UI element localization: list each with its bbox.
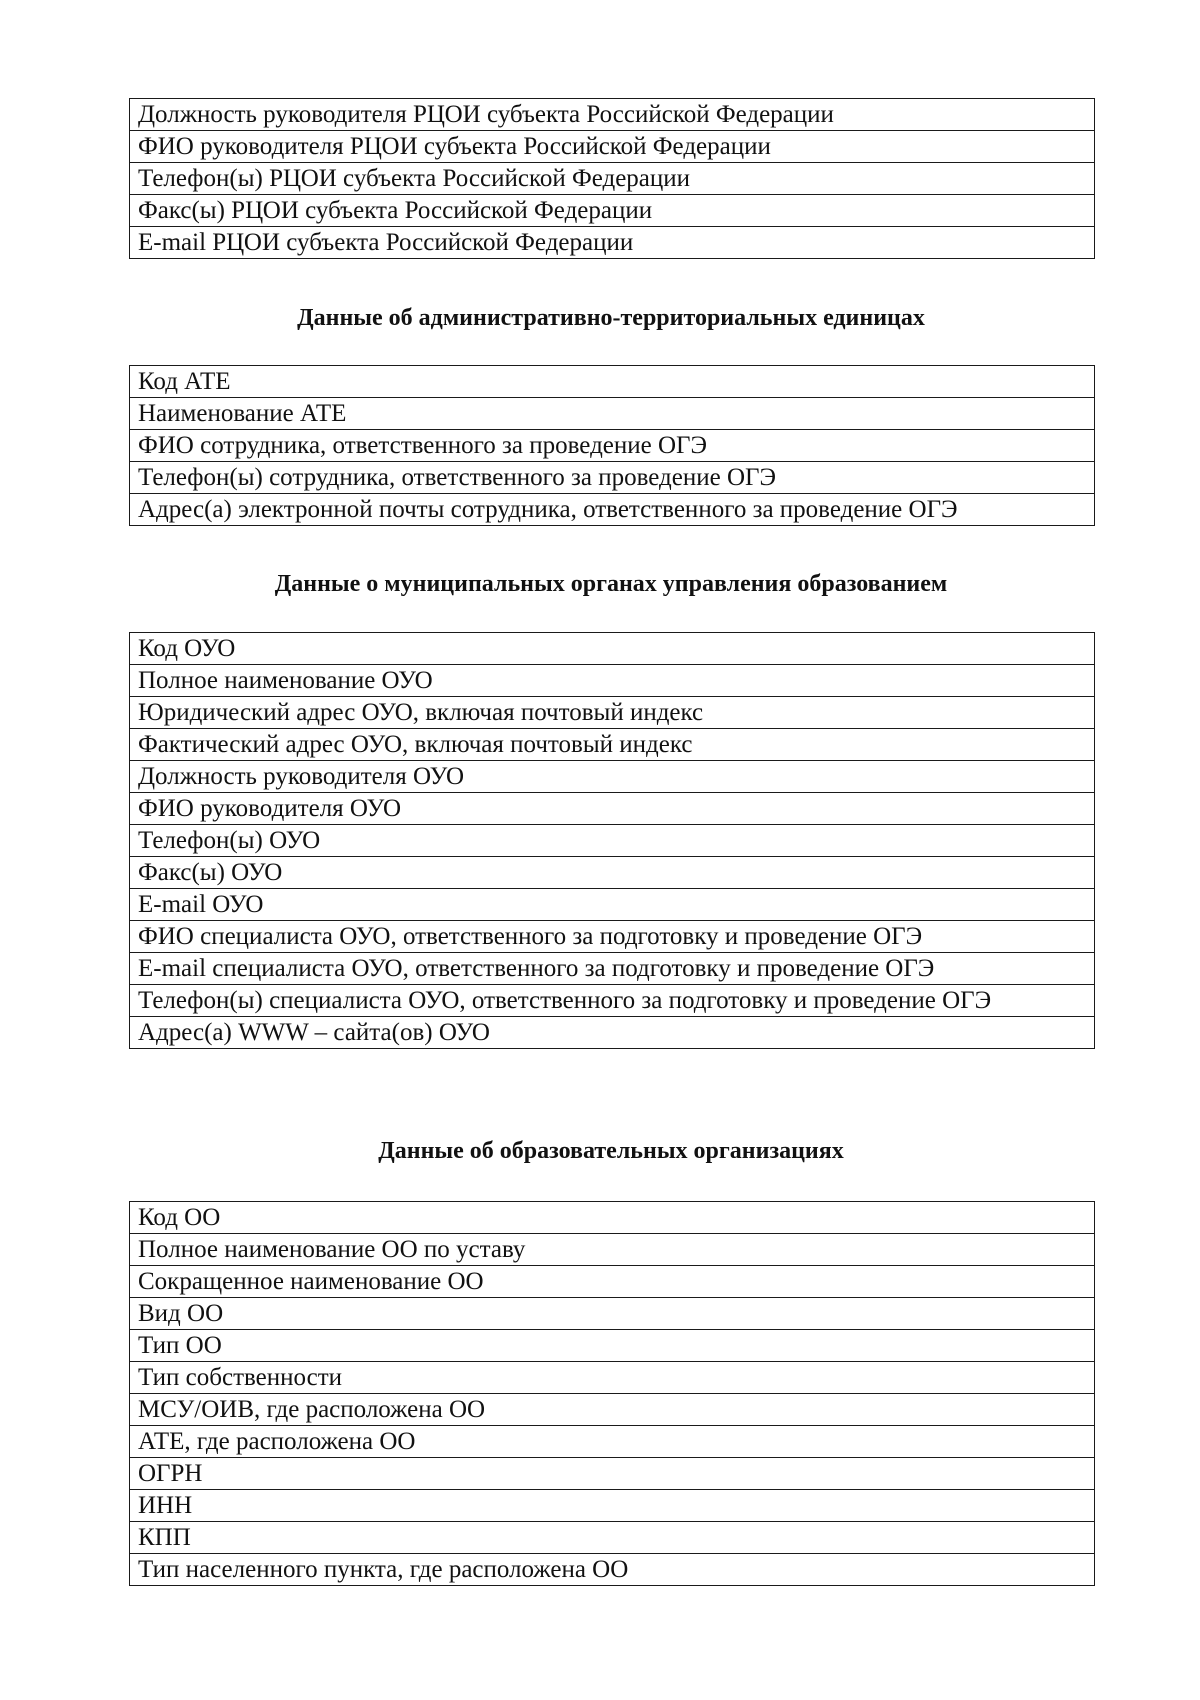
table-row xyxy=(130,195,1095,227)
table-row xyxy=(130,1554,1095,1586)
table-row xyxy=(130,665,1095,697)
table-cell: ФИО специалиста ОУО, ответственного за подготовку и проведение ОГЭ xyxy=(130,921,1095,953)
table-row xyxy=(130,1490,1095,1522)
table-row xyxy=(130,985,1095,1017)
table-row xyxy=(130,921,1095,953)
table-row xyxy=(130,729,1095,761)
table-cell: Код АТЕ xyxy=(130,366,1095,398)
table-row xyxy=(130,1298,1095,1330)
section-heading-ouo: Данные о муниципальных органах управления образованием xyxy=(274,571,948,597)
table-cell: E-mail РЦОИ субъекта Российской Федерации xyxy=(130,227,1095,259)
table-cell: АТЕ, где расположена ОО xyxy=(130,1426,1095,1458)
table-cell: Факс(ы) РЦОИ субъекта Российской Федерации xyxy=(130,195,1095,227)
table-cell: Телефон(ы) РЦОИ субъекта Российской Федерации xyxy=(130,163,1095,195)
table-row xyxy=(130,494,1095,526)
table-row xyxy=(130,1458,1095,1490)
table-row xyxy=(130,398,1095,430)
table-row xyxy=(130,1362,1095,1394)
table-row xyxy=(130,366,1095,398)
table-row xyxy=(130,99,1095,131)
table-row xyxy=(130,889,1095,921)
table-cell: Полное наименование ОУО xyxy=(130,665,1095,697)
ouo-table xyxy=(129,632,1095,1049)
table-cell: Код ОУО xyxy=(130,633,1095,665)
table-row xyxy=(130,857,1095,889)
rcoi-table xyxy=(129,98,1095,259)
table-row xyxy=(130,163,1095,195)
table-cell: КПП xyxy=(130,1522,1095,1554)
table-cell: Телефон(ы) специалиста ОУО, ответственного за подготовку и проведение ОГЭ xyxy=(130,985,1095,1017)
table-row xyxy=(130,430,1095,462)
table-cell: E-mail специалиста ОУО, ответственного за подготовку и проведение ОГЭ xyxy=(130,953,1095,985)
table-row xyxy=(130,633,1095,665)
table-cell: Полное наименование ОО по уставу xyxy=(130,1234,1095,1266)
table-cell: ФИО руководителя РЦОИ субъекта Российской Федерации xyxy=(130,131,1095,163)
table-row xyxy=(130,1234,1095,1266)
table-row xyxy=(130,131,1095,163)
table-cell: Тип собственности xyxy=(130,1362,1095,1394)
table-row xyxy=(130,1202,1095,1234)
table-cell: Наименование АТЕ xyxy=(130,398,1095,430)
table-row xyxy=(130,1266,1095,1298)
table-row xyxy=(130,1522,1095,1554)
table-cell: ОГРН xyxy=(130,1458,1095,1490)
table-cell: Сокращенное наименование ОО xyxy=(130,1266,1095,1298)
table-row xyxy=(130,825,1095,857)
table-cell: Факс(ы) ОУО xyxy=(130,857,1095,889)
section-heading-oo: Данные об образовательных организациях xyxy=(378,1138,844,1164)
table-cell: E-mail ОУО xyxy=(130,889,1095,921)
table-cell: Юридический адрес ОУО, включая почтовый индекс xyxy=(130,697,1095,729)
table-cell: Должность руководителя ОУО xyxy=(130,761,1095,793)
table-cell: ФИО сотрудника, ответственного за проведение ОГЭ xyxy=(130,430,1095,462)
table-row xyxy=(130,697,1095,729)
table-cell: ИНН xyxy=(130,1490,1095,1522)
table-cell: Фактический адрес ОУО, включая почтовый индекс xyxy=(130,729,1095,761)
table-cell: Телефон(ы) ОУО xyxy=(130,825,1095,857)
table-cell: Тип ОО xyxy=(130,1330,1095,1362)
ate-table xyxy=(129,365,1095,526)
table-row xyxy=(130,462,1095,494)
section-heading-ate: Данные об административно-территориальных единицах xyxy=(297,305,925,331)
table-row xyxy=(130,227,1095,259)
table-row xyxy=(130,1394,1095,1426)
table-cell: Адрес(а) WWW – сайта(ов) ОУО xyxy=(130,1017,1095,1049)
table-row xyxy=(130,1017,1095,1049)
table-row xyxy=(130,1330,1095,1362)
table-cell: Вид ОО xyxy=(130,1298,1095,1330)
table-cell: МСУ/ОИВ, где расположена ОО xyxy=(130,1394,1095,1426)
table-row xyxy=(130,953,1095,985)
table-row xyxy=(130,793,1095,825)
table-cell: Адрес(а) электронной почты сотрудника, ответственного за проведение ОГЭ xyxy=(130,494,1095,526)
table-row xyxy=(130,1426,1095,1458)
table-row xyxy=(130,761,1095,793)
table-cell: Телефон(ы) сотрудника, ответственного за проведение ОГЭ xyxy=(130,462,1095,494)
table-cell: Должность руководителя РЦОИ субъекта Российской Федерации xyxy=(130,99,1095,131)
oo-table xyxy=(129,1201,1095,1586)
table-cell: ФИО руководителя ОУО xyxy=(130,793,1095,825)
table-cell: Тип населенного пункта, где расположена ОО xyxy=(130,1554,1095,1586)
table-cell: Код ОО xyxy=(130,1202,1095,1234)
